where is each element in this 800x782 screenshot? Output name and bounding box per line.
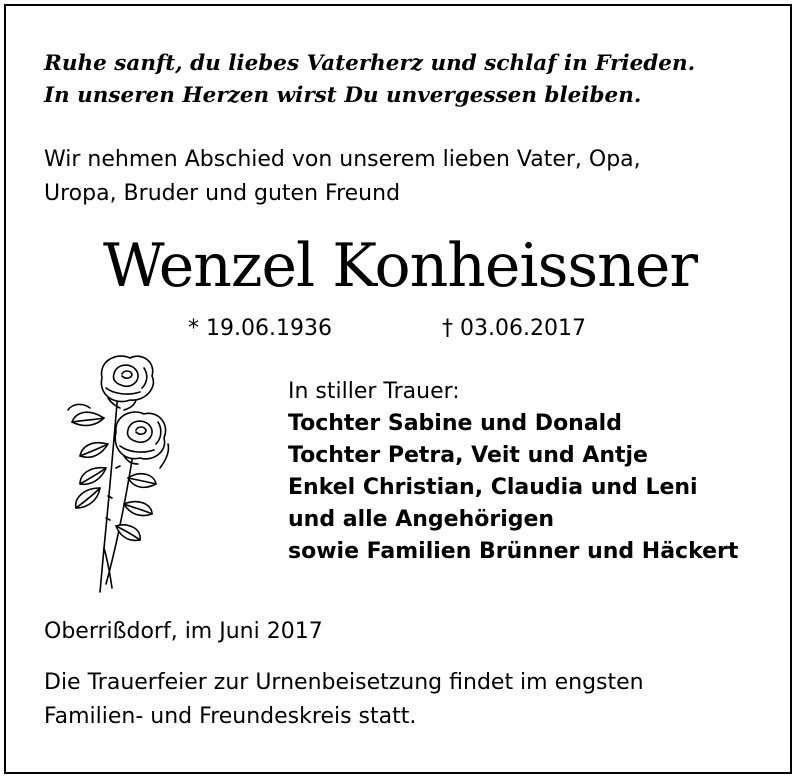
mourner-line: Tochter Petra, Veit und Antje <box>288 443 648 468</box>
place-date: Oberrißdorf, im Juni 2017 <box>44 619 323 644</box>
mourner-line: und alle Angehörigen <box>288 507 555 532</box>
mourner-line: Enkel Christian, Claudia und Leni <box>288 475 698 500</box>
deceased-name: Wenzel Konheissner <box>102 231 698 301</box>
intro-line-1: Wir nehmen Abschied von unserem lieben Vater, Opa, <box>44 147 641 172</box>
closing-line-1: Die Trauerfeier zur Urnenbeisetzung findet im engsten <box>44 670 644 695</box>
mourners-list <box>288 376 778 568</box>
memorial-verse <box>44 48 764 112</box>
verse-line-2: In unseren Herzen wirst Du unvergessen bleiben. <box>44 83 642 108</box>
mourner-line: Tochter Sabine und Donald <box>288 411 622 436</box>
birth-date: * 19.06.1936 <box>188 316 332 341</box>
intro-line-2: Uropa, Bruder und guten Freund <box>44 181 401 206</box>
mourner-line: sowie Familien Brünner und Häckert <box>288 539 739 564</box>
death-date: † 03.06.2017 <box>442 316 586 341</box>
mourners-lead: In stiller Trauer: <box>288 379 460 404</box>
rose-icon <box>44 348 174 594</box>
closing-line-2: Familien- und Freundeskreis statt. <box>44 704 417 729</box>
intro-text <box>44 143 764 211</box>
closing-note <box>44 666 764 734</box>
verse-line-1: Ruhe sanft, du liebes Vaterherz und schlaf in Frieden. <box>44 51 696 76</box>
